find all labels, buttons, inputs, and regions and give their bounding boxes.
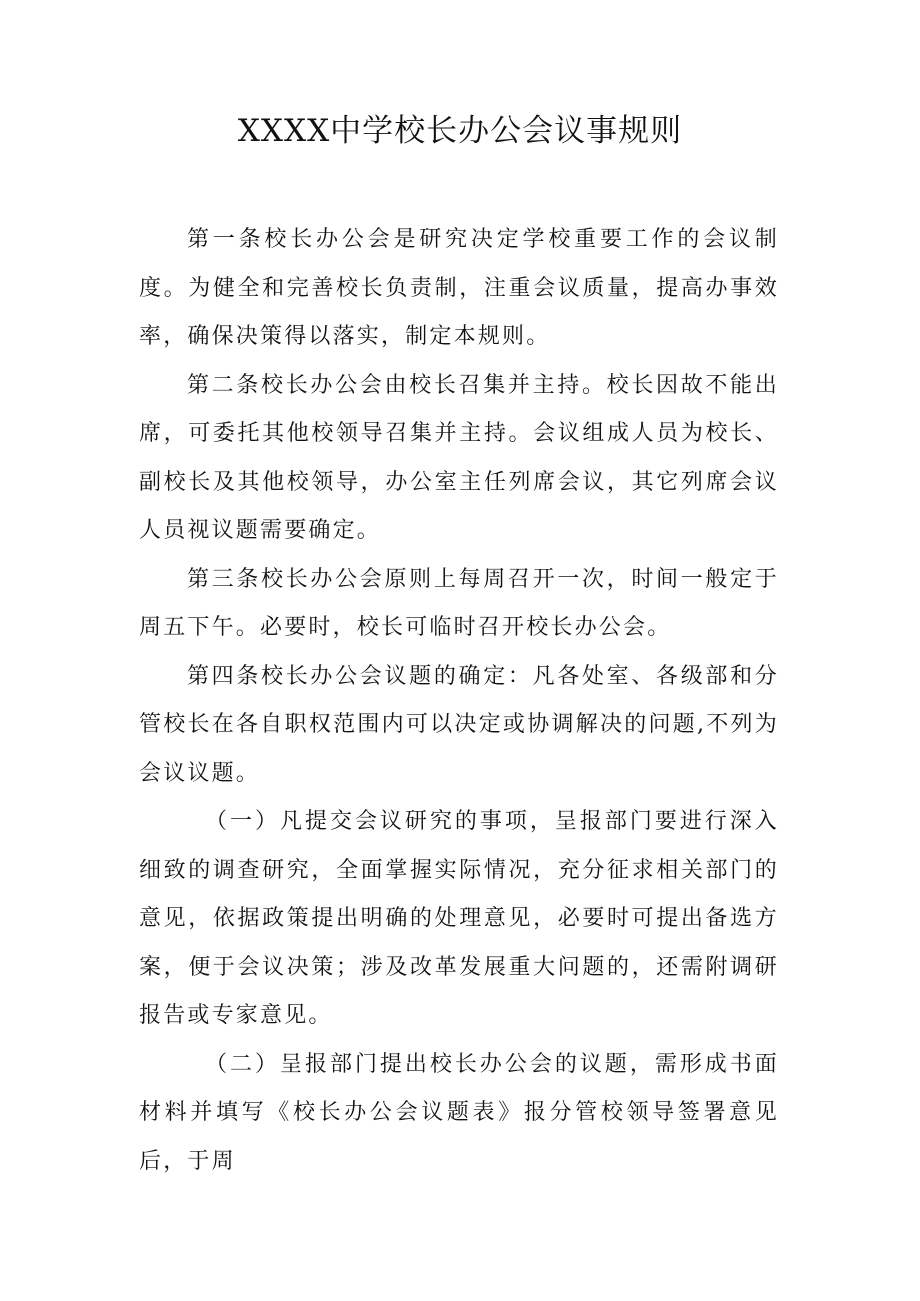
clause-1-paragraph: （一）凡提交会议研究的事项，呈报部门要进行深入细致的调查研究，全面掌握实际情况，充分征求相关部门的意见，依据政策提出明确的处理意见，必要时可提出备选方案，便于会议决策；涉及改革发展重大问题的，还需附调研报告或专家意见。 [139,809,779,1028]
article-2-paragraph: 第二条校长办公会由校长召集并主持。校长因故不能出席，可委托其他校领导召集并主持。会议组成人员为校长、副校长及其他校领导，办公室主任列席会议，其它列席会议人员视议题需要确定。 [139,372,779,543]
article-4-paragraph: 第四条校长办公会议题的确定：凡各处室、各级部和分管校长在各自职权范围内可以决定或协调解决的问题,不列为会议议题。 [139,663,779,786]
clause-2-paragraph: （二）呈报部门提出校长办公会的议题，需形成书面材料并填写《校长办公会议题表》报分管校领导签署意见后，于周 [139,1051,779,1174]
article-3-paragraph: 第三条校长办公会原则上每周召开一次，时间一般定于周五下午。必要时，校长可临时召开校长办公会。 [139,566,779,640]
document-body [139,216,779,1186]
document-title: XXXX中学校长办公会议事规则 [237,113,683,149]
article-1-paragraph: 第一条校长办公会是研究决定学校重要工作的会议制度。为健全和完善校长负责制，注重会议质量，提高办事效率，确保决策得以落实，制定本规则。 [139,227,779,349]
